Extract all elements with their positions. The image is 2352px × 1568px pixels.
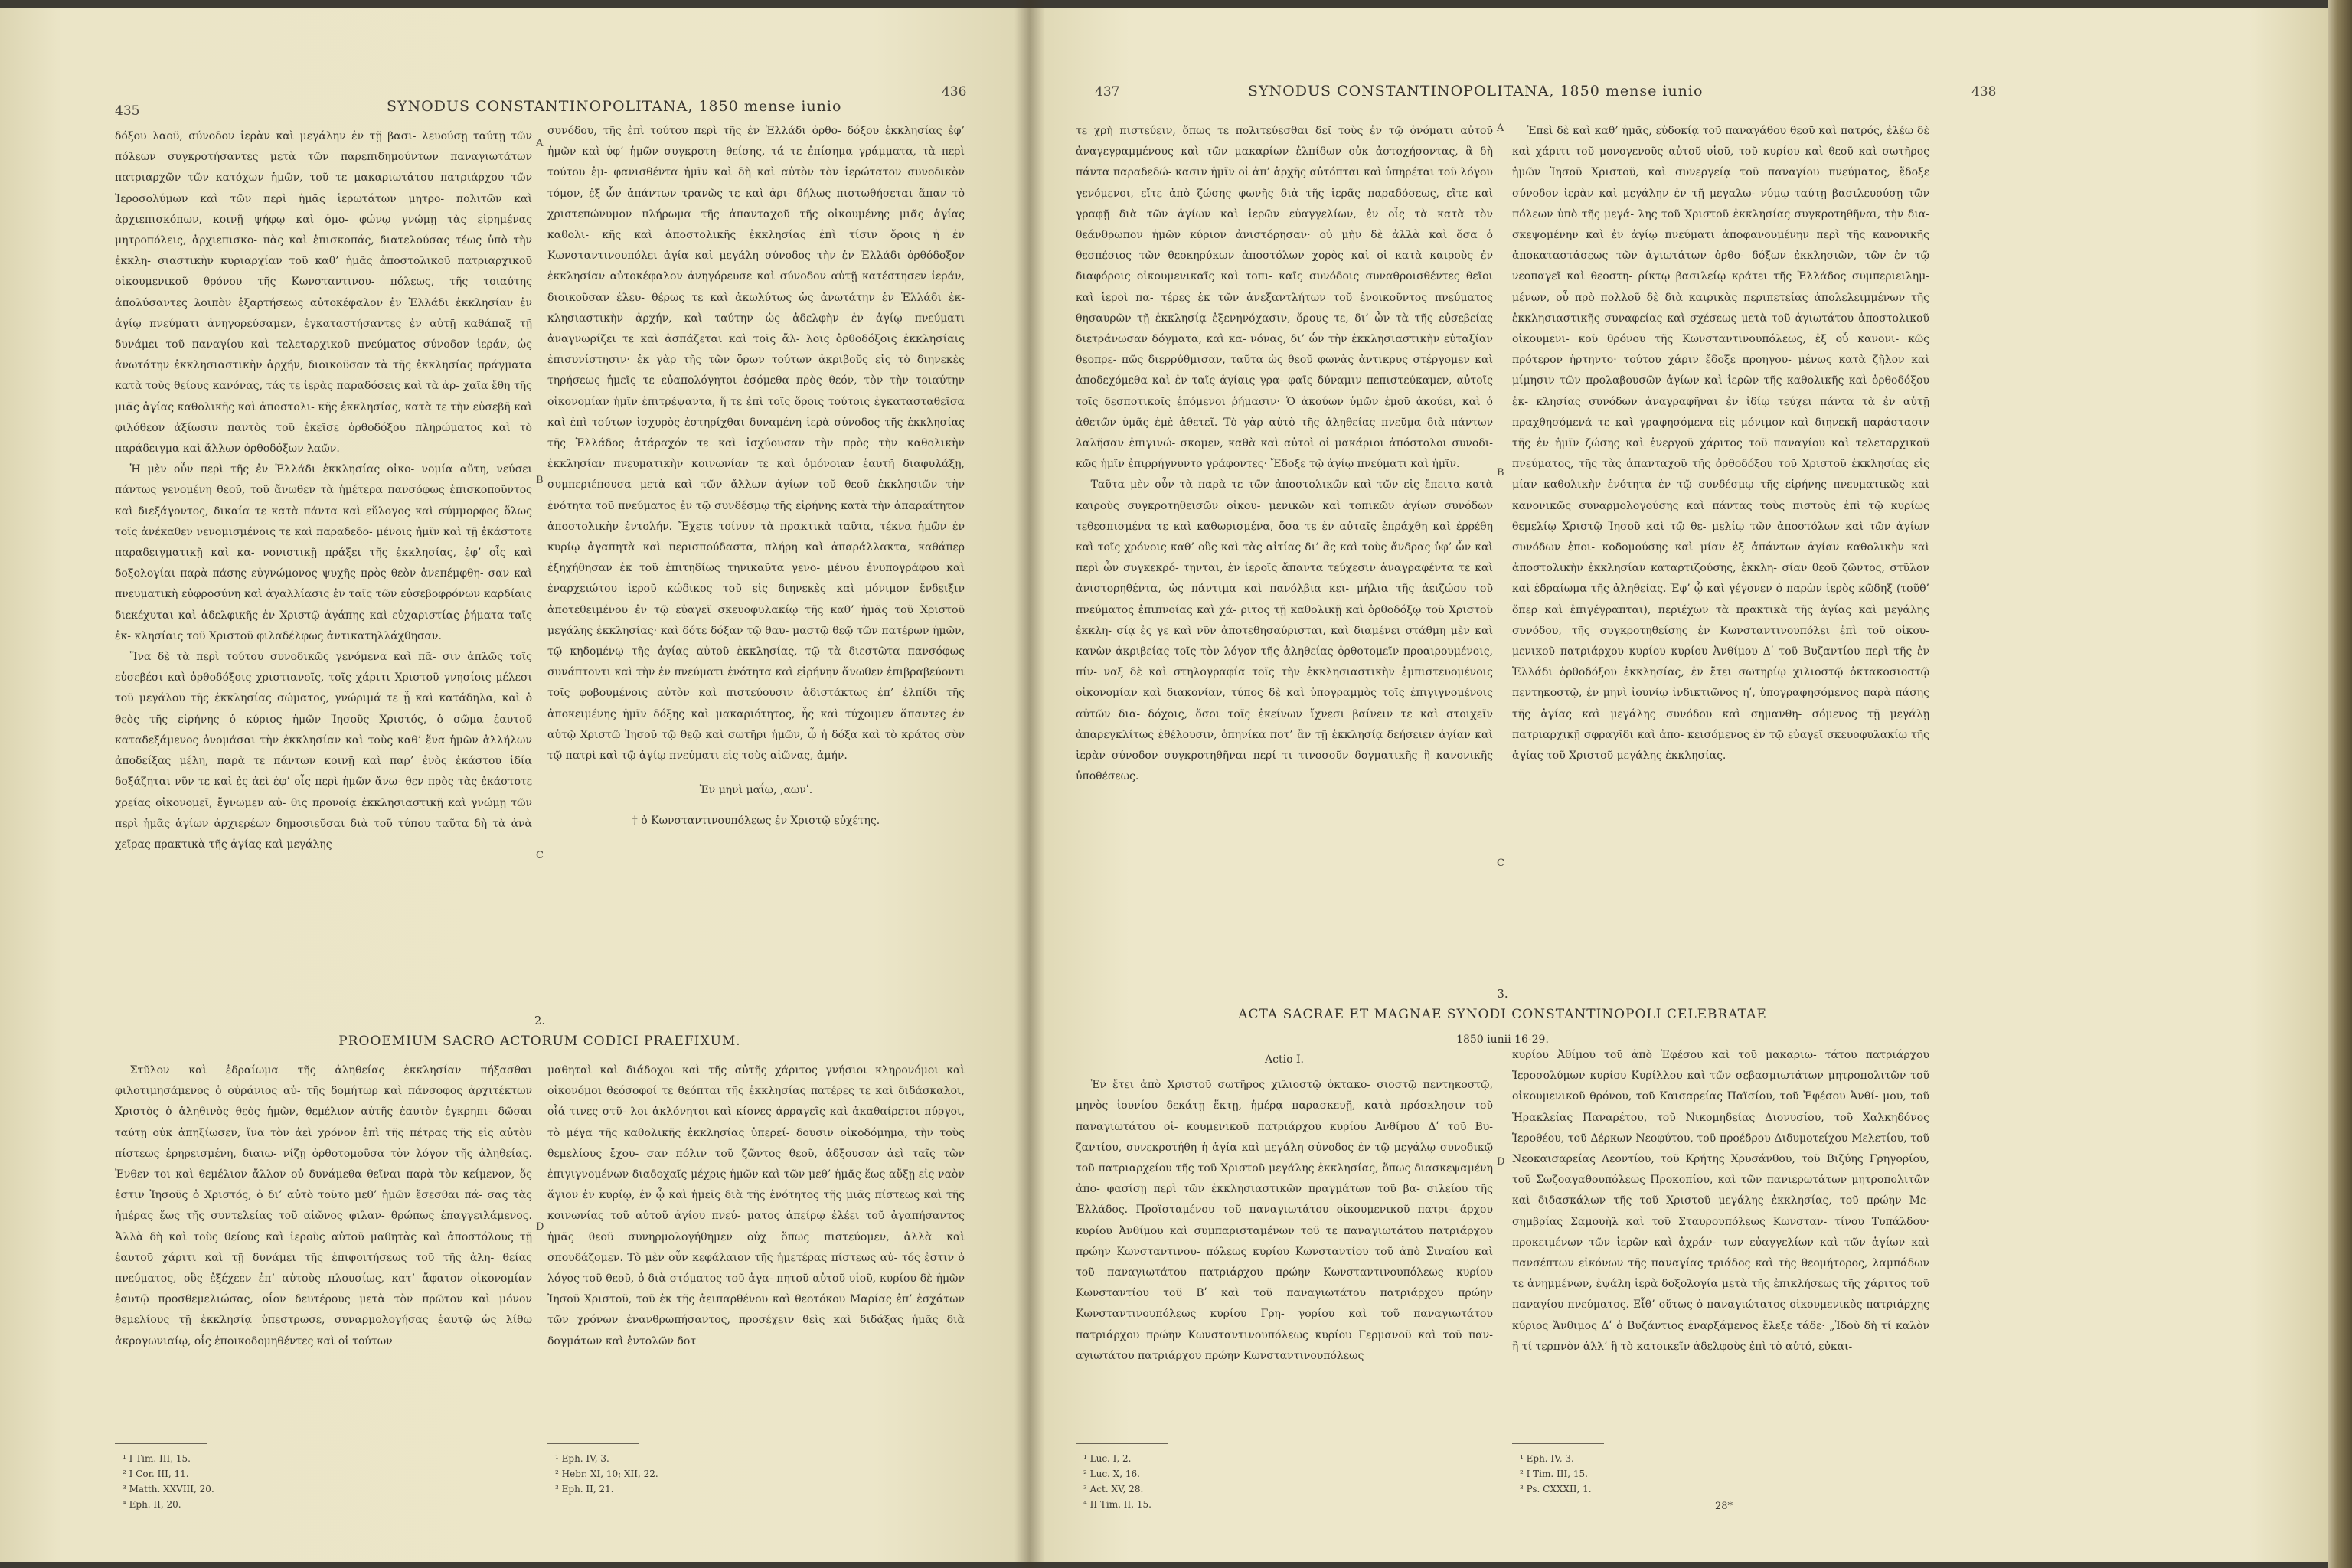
paragraph: Ἡ μὲν οὖν περὶ τῆς ἐν Ἑλλάδι ἐκκλησίας οἰκο- νομία αὕτη, νεύσει πάντως γενομένη θεοῦ, τοῦ ἄνωθεν τὰ ἡμέτερα πανσόφως ἐπισκοποῦντος καὶ διεξάγοντος, δικαία τε κατὰ πάντα καὶ εὔλογος καὶ σύμμορφος ὅλως τοῖς ἀνέκαθεν νενομισμένοις τε καὶ παραδεδο- μένοις ἡμῖν καὶ τῇ ἑκάστοτε παραδειγματικῇ καὶ κα- νονιστικῇ πράξει τῆς ἐκκλησίας, ἐφ’ οἷς καὶ δοξολογίαι παρὰ πάσης εὐγνώμονος ψυχῆς πρὸς θεὸν ἀνεπέμφθη- σαν καὶ πνευματικὴ εὐφροσύνη καὶ ἀγαλλίασις ἐν ταῖς τῶν εὐσεβοφρόνων καρδίαις διεκέχυται καὶ ἀδελφικῆς ἐν Χριστῷ ἀγάπης καὶ εὐχαριστίας ῥήματα ταῖς ἐκ- κλησίαις τοῦ Χριστοῦ φιλαδέλφως ἀντικατηλλάχθησαν. — [115, 463, 532, 642]
text-column — [115, 1060, 532, 1420]
margin-letter: C — [536, 850, 544, 861]
footnote: ⁴ Eph. II, 20. — [122, 1499, 181, 1510]
footnote: ² Luc. X, 16. — [1083, 1468, 1140, 1479]
footnote: ¹ Eph. IV, 3. — [555, 1453, 609, 1464]
signature: † ὁ Κωνσταντινουπόλεως ἐν Χριστῷ εὐχέτης. — [632, 814, 880, 827]
page-number: 438 — [1971, 84, 1997, 100]
actio-heading: Actio I. — [1265, 1054, 1304, 1066]
footnote-rule — [115, 1443, 207, 1444]
paragraph: Ἐπεὶ δὲ καὶ καθ’ ἡμᾶς, εὐδοκίᾳ τοῦ παναγάθου θεοῦ καὶ πατρός, ἐλέῳ δὲ καὶ χάριτι τοῦ μονογενοῦς αὐτοῦ υἱοῦ, τοῦ κυρίου καὶ θεοῦ καὶ σωτῆρος ἡμῶν Ἰησοῦ Χριστοῦ, καὶ συνεργείᾳ τοῦ παναγίου πνεύματος, ἔδοξε σύνοδον ἱερὰν καὶ μεγάλην ἐν τῇ μεγαλω- νύμῳ ταύτῃ βασιλευούσῃ τῶν πόλεων ὑπὸ τῆς μεγά- λης τοῦ Χριστοῦ ἐκκλησίας συγκροτηθῆναι, τὴν δια- σκεψομένην καὶ ἐν ἁγίῳ πνεύματι ἀποφανουμένην περὶ τῆς κανονικῆς ἀποκαταστάσεως τῶν ἁγιωτάτων ὀρθο- δόξων ἐκκλησιῶν, τῶν ἐν τῷ νεοπαγεῖ καὶ θεοστη- ρίκτῳ βασιλείῳ κράτει τῆς Ἑλλάδος συμπεριειλημ- μένων, οὗ πρὸ πολλοῦ δὲ διὰ καιρικὰς περιπετείας ἀπολελειμμένων τῆς ἐκκλησιαστικῆς συναφείας καὶ σχέσεως μετὰ τοῦ ἁγιωτάτου ἀποστολικοῦ οἰκουμενι- κοῦ θρόνου τῆς Κωνσταντινουπόλεως, ἐξ οὗ κανονι- κῶς πρότερον ἠρτηντο· τούτου χάριν ἔδοξε προηγου- μένως κατὰ ζῆλον καὶ μίμησιν τῶν προλαβουσῶν ἁγίων καὶ ἱερῶν τῆς καθολικῆς καὶ ὀρθοδόξου ἐκ- κλησίας συνόδων ἀναγραφῆναι ἐν ἰδίῳ τεύχει πάντα τὰ ἐν αὐτῇ πραχθησόμενά τε καὶ γραφησόμενα εἰς μόνιμον καὶ διηνεκῆ παράστασιν τῆς ἐν ἡμῖν ζώσης καὶ ἐνεργοῦ χάριτος τοῦ παναγίου καὶ τελεταρχικοῦ πνεύματος, τῆς τὰς ἁπανταχοῦ τῆς ὀρθοδόξου τοῦ Χριστοῦ ἐκκλησίας εἰς μίαν καθολικὴν ἑνότητα ἐν τῷ συνδέσμῳ τῆς εἰρήνης πνευματικῶς καὶ κανονικῶς συναρμολογούσης καὶ πάντας τοὺς πιστοὺς ἐπὶ τῷ κυρίως θεμελίῳ Χριστῷ Ἰησοῦ καὶ τῷ θε- μελίῳ τῶν ἀποστόλων καὶ τῶν ἁγίων συνόδων ἐποι- κοδομούσης καὶ μίαν ἐξ ἁπάντων ἁγίαν καθολικὴν καὶ ἀποστολικὴν ἐκκλησίαν καταρτιζούσης, ἐκκλη- σίαν θεοῦ ζῶντος, στῦλον καὶ ἑδραίωμα τῆς ἀληθείας. Ἐφ’ ᾧ καὶ γέγονεν ὁ παρὼν ἱερὸς κῶδηξ (τοῦθ’ ὅπερ καὶ ἐπιγέγραπται), περιέχων τὰ πρακτικὰ τῆς ἁγίας καὶ μεγάλης συνόδου, τῆς συγκροτηθείσης ἐν Κωνσταντινουπόλει ἐπὶ τοῦ οἰκου- μενικοῦ πατριάρχου κυρίου κυρίου Ἀνθίμου Δʹ τοῦ Βυζαντίου περὶ τῆς ἐν Ἑλλάδι ὀρθοδόξου ἐκκλησίας, ἐν ἔτει σωτηρίῳ χιλιοστῷ ὀκτακοσιοστῷ πεντηκοστῷ, ἐν μηνὶ ἰουνίῳ ἰνδικτιῶνος ηʹ, ὑπογραφησόμενος παρὰ πάσης τῆς ἁγίας καὶ μεγάλης συνόδου καὶ σημανθη- σόμενος τῇ μεγάλῃ πατριαρχικῇ σφραγῖδι καὶ ἀπο- κεισόμενος ἐν τῷ εὐαγεῖ σκευοφυλακίῳ τῆς ἁγίας τοῦ Χριστοῦ μεγάλης ἐκκλησίας. — [1512, 125, 1929, 763]
paragraph: συνόδου, τῆς ἐπὶ τούτου περὶ τῆς ἐν Ἑλλάδι ὀρθο- δόξου ἐκκλησίας ἐφ’ ἡμῶν καὶ ὑφ’ ἡμῶν συγκροτη- θείσης, τά τε ἐπίσημα γράμματα, τὰ περὶ τούτου ἐμ- φανισθέντα ἡμῖν καὶ δὴ καὶ αὐτὸν τὸν ἱερώτατον συνοδικὸν τόμον, ἐξ ὧν ἁπάντων τρανῶς τε καὶ ἀρι- δήλως πιστωθήσεται ἅπαν τὸ χριστεπώνυμον πλήρωμα τῆς ἁπανταχοῦ τῆς οἰκουμένης μιᾶς ἁγίας καθολι- κῆς καὶ ἀποστολικῆς ἐκκλησίας ἐπὶ τίσιν ὅροις ἡ ἐν Κωνσταντινουπόλει ἁγία καὶ μεγάλη σύνοδος τὴν ἐν Ἑλλάδι ὀρθόδοξον ἐκκλησίαν αὐτοκέφαλον ἀνηγόρευσε καὶ σύνοδον αὐτῇ κατέστησεν ἱεράν, διοικοῦσαν ἐλευ- θέρως τε καὶ ἀκωλύτως ὡς ἀνωτάτην ἐν Ἑλλάδι ἐκ- κλησιαστικὴν ἀρχήν, καὶ ταύτην ὡς ἀδελφὴν ἐν ἁγίῳ πνεύματι ἀναγνωρίζει τε καὶ ἀσπάζεται καὶ τοῖς ἄλ- λοις ὀρθοδόξοις ἐκκλησίαις ἐπισυνίστησιν· ἐκ γὰρ τῆς τῶν ὅρων τούτων ἀκριβοῦς εἰς τὸ διηνεκὲς τηρήσεως ἡμεῖς τε εὐαπολόγητοι ἐσόμεθα πρὸς θεόν, τὸν τὴν τοιαύτην οἰκονομίαν ἡμῖν ἐπιτρέψαντα, ἥ τε ἐπὶ τοῖς ὅροις τούτοις ἐγκατασταθεῖσα καὶ ἐπὶ τούτων ἰσχυρὸς ἑστηρίχθαι δυναμένη ἱερὰ σύνοδος τῆς ἐκκλησίας τῆς Ἑλλάδος ἀτάραχόν τε καὶ ἰσχύουσαν τὴν πρὸς τὴν καθολικὴν ἐκκλησίαν πνευματικὴν κοινωνίαν τε καὶ ὁμόνοιαν ἑαυτῇ διαφυλάξῃ, συμπεριέπουσα μετὰ καὶ τῶν ἄλλων ἁγίων τοῦ θεοῦ ἐκκλησιῶν τὴν ἑνότητα τοῦ πνεύματος ἐν τῷ συνδέσμῳ τῆς εἰρήνης κατὰ τὴν ἀπαραίτητον ἀποστολικὴν ἐντολήν. Ἔχετε τοίνυν τὰ πρακτικὰ ταῦτα, τέκνα ἡμῶν ἐν κυρίῳ ἀγαπητὰ καὶ περισπούδαστα, πλήρη καὶ ἀπαράλλακτα, καθάπερ ἐξηχήθησαν ἐκ τοῦ ἐπιτηδίως τηνικαῦτα γενο- μένου ἐνυπογράφου καὶ ἐναρχειώτου ἱεροῦ κώδικος τοῦ εἰς διηνεκὲς καὶ μόνιμον ἔνδειξιν ἀποτεθειμένου ἐν τῷ εὐαγεῖ σκευοφυλακίῳ τῆς καθ’ ἡμᾶς τοῦ Χριστοῦ μεγάλης ἐκκλησίας· καὶ δότε δόξαν τῷ θαυ- μαστῷ θεῷ τῶν πατέρων ἡμῶν, τῷ κηδομένῳ τῆς ἁγίας αὐτοῦ ἐκκλησίας, τῷ τὰ διεστῶτα πανσόφως συνάπτοντι καὶ τὴν ἐν πνεύματι ἑνότητα καὶ εἰρήνην ἄνωθεν ἐπιβραβεύοντι τοῖς φοβουμένοις αὐτὸν καὶ πιστεύουσιν ἀδιστάκτως ἐπ’ ἐλπίδι τῆς ἀποκειμένης ἡμῖν δόξης καὶ μακαριότητος, ἧς καὶ τύχοιμεν ἅπαντες ἐν αὐτῷ Χριστῷ Ἰησοῦ τῷ θεῷ καὶ σωτῆρι ἡμῶν, ᾧ ἡ δόξα καὶ τὸ κράτος σὺν τῷ πατρὶ καὶ τῷ ἁγίῳ πνεύματι εἰς τοὺς αἰῶνας, ἀμήν. — [547, 125, 965, 763]
paragraph: Ἐν ἔτει ἀπὸ Χριστοῦ σωτῆρος χιλιοστῷ ὀκτακο- σιοστῷ πεντηκοστῷ, μηνὸς ἰουνίου δεκάτῃ ἕκτῃ, ἡμέρᾳ παρασκευῇ, κατὰ πρόσκλησιν τοῦ παναγιωτάτου οἰ- κουμενικοῦ πατριάρχου κυρίου Ἀνθίμου Δʹ τοῦ Βυ- ζαντίου, συνεκροτήθη ἡ ἁγία καὶ μεγάλη σύνοδος ἐν τῷ μεγάλῳ συνοδικῷ τοῦ πατριαρχείου τῆς τοῦ Χριστοῦ μεγάλης ἐκκλησίας, ὅπως διασκεψαμένη ἀπο- φασίσῃ περὶ τῶν ἐκκλησιαστικῶν πραγμάτων τοῦ βα- σιλείου τῆς Ἑλλάδος. Προϊσταμένου τοῦ παναγιωτάτου οἰκουμενικοῦ πατρι- άρχου κυρίου Ἀνθίμου καὶ συμπαρισταμένων τοῦ τε παναγιωτάτου πατριάρχου πρώην Κωνσταντινου- πόλεως κυρίου Κωνσταντίου τοῦ ἀπὸ Σιναίου καὶ τοῦ παναγιωτάτου πατριάρχου πρώην Κωνσταντινουπόλεως κυρίου Κωνσταντίου τοῦ Βʹ καὶ τοῦ παναγιωτάτου πατριάρχου πρώην Κωνσταντινουπόλεως κυρίου Γρη- γορίου καὶ τοῦ παναγιωτάτου πατριάρχου πρώην Κωνσταντινουπόλεως κυρίου Γερμανοῦ καὶ τοῦ παν- αγιωτάτου πατριάρχου πρώην Κωνσταντινουπόλεως — [1076, 1079, 1493, 1362]
paragraph: Ταῦτα μὲν οὖν τὰ παρὰ τε τῶν ἀποστολικῶν καὶ τῶν εἰς ἔπειτα κατὰ καιροὺς συγκροτηθεισῶν οἰκου- μενικῶν καὶ τοπικῶν ἁγίων συνόδων τεθεσπισμένα τε καὶ καθωρισμένα, ὅσα τε ἐν αὐταῖς ἐπράχθη καὶ ἐρρέθη καὶ τοῖς χρόνοις καθ’ οὓς καὶ τὰς αἰτίας δι’ ἃς καὶ τοὺς ἄνδρας ὑφ’ ὧν καὶ περὶ ὧν συγκεκρό- τηνται, ἐν ἱεροῖς ἅπαντα τεύχεσιν ἀναγραφέντα τε καὶ ἀνιστορηθέντα, ὡς πάντιμα καὶ πανόλβια κει- μήλια τῆς ἀειζώου τοῦ πνεύματος ἐπιπνοίας καὶ χά- ριτος τῇ καθολικῇ καὶ ὀρθοδόξῳ τοῦ Χριστοῦ ἐκκλη- σίᾳ ἐς γε καὶ νῦν ἀποτεθησαύρισται, καὶ διαμένει στάθμη μὲν καὶ κανὼν ἀκριβείας τοῖς τὸν λόγον τῆς ἀληθείας ὀρθοτομεῖν προαιρουμένοις, πίν- ναξ δὲ καὶ στηλογραφία τοῖς τὴν ἐκκλησιαστικὴν ἐμπιστευομένοις οἰκονομίαν καὶ διακονίαν, τύπος δὲ καὶ ὑπογραμμὸς τοῖς ἐπιγιγνομένοις αὐτῶν δια- δόχοις, ὅσοι τοῖς ἐκείνων ἴχνεσι βαίνειν τε καὶ στοιχεῖν ἀπαρεγκλίτως ἐθέλουσιν, ὁπηνίκα ποτ’ ἂν τῇ ἐκκλησίᾳ δεήσειεν ἁγίαν καὶ ἱερὰν σύνοδον συγκροτηθῆναι περί τι τινοσοῦν δογματικῆς ἢ κανονικῆς ὑποθέσεως. — [1076, 479, 1493, 783]
text-column — [547, 1060, 965, 1420]
footnotes — [1520, 1451, 1592, 1497]
footnote-rule — [547, 1443, 639, 1444]
footnote: ¹ Luc. I, 2. — [1083, 1453, 1132, 1464]
paragraph: τε χρὴ πιστεύειν, ὅπως τε πολιτεύεσθαι δεῖ τοὺς ἐν τῷ ὀνόματι αὐτοῦ ἀναγεγραμμένους καὶ τῶν μακαρίων ἐλπίδων οὐκ ἀστοχήσοντας, ἃ δὴ πάντα παραδεδώ- κασιν ἡμῖν οἱ ἀπ’ ἀρχῆς αὐτόπται καὶ ὑπηρέται τοῦ λόγου γενόμενοι, εἴτε ἀπὸ ζώσης φωνῆς διὰ τῆς ἱερᾶς παραδόσεως, εἴτε καὶ γραφῇ διὰ τῶν ἁγίων καὶ ἱερῶν εὐαγγελίων, ἐν οἷς τὰ κατὰ τὸν θεάνθρωπον ἡμῶν κύριον ἀνιστόρησαν· οὐ μὴν δὲ ἀλλὰ καὶ ὅσα ὁ θεσπέσιος τῶν θεοκηρύκων ἀποστόλων χορὸς καὶ οἱ κατὰ καιροὺς ἐν διαφόροις οἰκουμενικαῖς καὶ τοπι- καῖς συνόδοις συναθροισθέντες θεῖοι καὶ ἱεροὶ πα- τέρες ἐκ τῶν ἀνεξαντλήτων τοῦ ἐνοικοῦντος πνεύματος θησαυρῶν τῇ ἐκκλησίᾳ ἐξενηνόχασιν, ὅρους τε, δι’ ὧν τὰ τῆς εὐσεβείας διετράνωσαν δόγματα, καὶ κα- νόνας, δι’ ὧν τὴν ἐκκλησιαστικὴν εὐταξίαν θεοπρε- πῶς διερρύθμισαν, ταῦτα ὡς θεοῦ φωνὰς ἀντικρυς στέργομεν καὶ ἀποδεχόμεθα καὶ ἐν ταῖς ἁγίαις γρα- φαῖς δύναμιν πεπιστεύκαμεν, αὐτοῖς τοῖς δεσποτικοῖς ἑπόμενοι ῥήμασιν· Ὁ ἀκούων ὑμῶν ἐμοῦ ἀκούει, καὶ ὁ ἀθετῶν ὑμᾶς ἐμὲ ἀθετεῖ. Τὸ γὰρ αὐτὸ τῆς ἀληθείας πνεῦμα διὰ πάντων λαλῆσαν ἐπιγινώ- σκομεν, καθὰ καὶ αὐτοὶ οἱ μακάριοι ἀπόστολοι συνοδι- κῶς ἡμῖν ἐπιρρήγνυντο γράφοντες· Ἔδοξε τῷ ἁγίῳ πνεύματι καὶ ἡμῖν. — [1076, 125, 1493, 471]
footnote-rule — [1512, 1443, 1604, 1444]
text-column — [1076, 121, 1493, 971]
text-column — [547, 121, 965, 971]
left-page — [0, 8, 1026, 1562]
text-column — [115, 126, 532, 991]
footnote: ⁴ II Tim. II, 15. — [1083, 1499, 1152, 1510]
paragraph: κυρίου Ἀθίμου τοῦ ἀπὸ Ἐφέσου καὶ τοῦ μακαριω- τάτου πατριάρχου Ἱεροσολύμων κυρίου Κυρίλλου καὶ τῶν σεβασμιωτάτων μητροπολιτῶν τοῦ οἰκουμενικοῦ θρόνου, τοῦ Καισαρείας Παϊσίου, τοῦ Ἐφέσου Ἀνθί- μου, τοῦ Ἡρακλείας Παναρέτου, τοῦ Νικομηδείας Διονυσίου, τοῦ Χαλκηδόνος Ἱεροθέου, τοῦ Δέρκων Νεοφύτου, τοῦ προέδρου Διδυμοτείχου Μελετίου, τοῦ Νεοκαισαρείας Λεοντίου, τοῦ Κρήτης Χρυσάνθου, τοῦ Βιζύης Γρηγορίου, τοῦ Σωζοαγαθουπόλεως Προκοπίου, καὶ τῶν πανιερωτάτων μητροπολιτῶν καὶ διδασκάλων τῆς τοῦ Χριστοῦ μεγάλης ἐκκλησίας, τοῦ πρώην Με- σημβρίας Σαμουὴλ καὶ τοῦ Σταυρουπόλεως Κωνσταν- τίνου Τυπάλδου· προκειμένων τῶν ἱερῶν καὶ ἀχράν- των εὐαγγελίων καὶ τῶν ἁγίων καὶ πανσέπτων εἰκόνων τῆς παναγίας τριάδος καὶ τῆς θεομήτορος, λαμπάδων τε ἀνημμένων, ἐψάλη ἱερὰ δοξολογία μετὰ τῆς ἐπικλήσεως τῆς χάριτος τοῦ παναγίου πνεύματος. Εἶθ’ οὕτως ὁ παναγιώτατος οἰκουμενικὸς πατριάρχης κύριος Ἄνθιμος Δʹ ὁ Βυζάντιος ἐναρξάμενος ἔλεξε τάδε· „Ἰδοὺ δὴ τί καλὸν ἢ τί τερπνὸν ἀλλ’ ἢ τὸ κατοικεῖν ἀδελφοὺς ἐπὶ τὸ αὐτό, εὐκαι- — [1512, 1049, 1929, 1353]
margin-letter: B — [1497, 467, 1504, 479]
running-head: SYNODUS CONSTANTINOPOLITANA, 1850 mense iunio — [387, 98, 842, 115]
paragraph: Ἵνα δὲ τὰ περὶ τούτου συνοδικῶς γενόμενα καὶ πᾶ- σιν ἁπλῶς τοῖς εὐσεβέσι καὶ ὀρθοδόξοις χριστιανοῖς, τοῖς χάριτι Χριστοῦ γνησίοις μέλεσι τοῦ μεγάλου τῆς ἐκκλησίας σώματος, γνώριμά τε ᾖ καὶ κατάδηλα, καὶ ὁ θεὸς τῆς εἰρήνης ὁ κύριος ἡμῶν Ἰησοῦς Χριστός, ὁ σῶμα ἑαυτοῦ καταδεξάμενος ὀνομάσαι τὴν ἐκκλησίαν καὶ τοὺς καθ’ ἕνα ἡμῶν ἀλλήλων ἀποδείξας μέλη, παρὰ τε πάντων κοινῇ καὶ παρ’ ἑνὸς ἑκάστου ἰδίᾳ δοξάζηται νῦν τε καὶ ἐς ἀεὶ ἐφ’ οἷς περὶ ἡμῶν ἄνω- θεν πρὸς τὰς ἑκάστοτε χρείας οἰκονομεῖ, ἔγνωμεν αὐ- θις προνοίᾳ ἐκκλησιαστικῇ καὶ γνώμῃ τῶν περὶ ἡμᾶς ἁγίων ἀρχιερέων δημοσιεῦσαι διὰ τοῦ τύπου ταῦτα δὴ τὰ ἀνὰ χεῖρας πρακτικὰ τῆς ἁγίας καὶ μεγάλης — [115, 651, 532, 851]
paragraph: δόξου λαοῦ, σύνοδον ἱερὰν καὶ μεγάλην ἐν τῇ βασι- λευούσῃ ταύτῃ τῶν πόλεων συγκροτήσαντες μετὰ τῶν παρεπιδημούντων παναγιωτάτων πατριαρχῶν τῶν κατόχων ἡμῶν, τοῦ τε μακαριωτάτου πατριάρχου τῶν Ἱεροσολύμων καὶ τῶν περὶ ἡμᾶς ἱερωτάτων μητρο- πολιτῶν καὶ ἀρχιεπισκόπων, κοινῇ ψήφῳ καὶ ὁμο- φώνῳ γνώμῃ τὰς εἰρημένας μητροπόλεις, ἀρχιεπισκο- πὰς καὶ ἐπισκοπάς, διατελούσας τέως ὑπὸ τὴν ἐκκλη- σιαστικὴν κυριαρχίαν τοῦ καθ’ ἡμᾶς ἀποστολικοῦ πατριαρχικοῦ οἰκουμενικοῦ θρόνου τῆς Κωνσταντινου- πόλεως, τῆς τοιαύτης ἀπολύσαντες λοιπὸν ἐξαρτήσεως αὐτοκέφαλον ἐν Ἑλλάδι ἐκκλησίαν ἐν ἁγίῳ πνεύματι ἀνηγορεύσαμεν, ἐγκαταστήσαντες ἐν αὐτῇ καθάπαξ τῇ δυνάμει τοῦ παναγίου καὶ τελεταρχικοῦ πνεύματος σύνοδον ἱεράν, ὡς ἀνωτάτην ἐκκλησιαστικὴν ἀρχήν, διοικοῦσαν τὰ τῆς ἐκκλησίας πράγματα κατὰ τοὺς θείους κανόνας, τάς τε ἱερὰς παραδόσεις καὶ τὰ ἀρ- χαῖα ἔθη τῆς μιᾶς ἁγίας καθολικῆς καὶ ἀποστολι- κῆς ἐκκλησίας, κατὰ τε τὴν εὐσεβῆ καὶ φιλόθεον ἀξίωσιν παντὸς τοῦ ἐκεῖσε ὀρθοδόξου πληρώματος καὶ τὸ παράδειγμα καὶ ἄλλων ὀρθοδόξων λαῶν. — [115, 130, 532, 456]
footnote: ² Hebr. XI, 10; XII, 22. — [555, 1468, 658, 1479]
margin-letter: D — [1497, 1156, 1505, 1168]
book-edge — [2328, 0, 2352, 1568]
section-date: 1850 iunii 16-29. — [1456, 1034, 1549, 1047]
footnote: ² I Cor. III, 11. — [122, 1468, 189, 1479]
margin-letter: A — [536, 138, 544, 149]
margin-letter: C — [1497, 858, 1504, 869]
paragraph: Στῦλον καὶ ἑδραίωμα τῆς ἀληθείας ἐκκλησίαν πήξασθαι φιλοτιμησάμενος ὁ οὐράνιος αὐ- τῆς δομήτωρ καὶ πάνσοφος ἀρχιτέκτων Χριστὸς ὁ ἀληθινὸς θεὸς ἡμῶν, θεμέλιον αὐτῆς ἑαυτὸν ἐγκρηπι- δῶσαι ταύτῃ οὐκ ἀπηξίωσεν, ἵνα τὸν ἀεὶ χρόνον ἐπὶ τῆς πέτρας τῆς εἰς αὐτὸν πίστεως ἐρηρεισμένη, διαιω- νίζῃ ὀρθοτομοῦσα τὸν λόγον τῆς ἀληθείας. Ἐνθεν τοι καὶ θεμέλιον ἄλλον οὐ δυνάμεθα θεῖναι παρὰ τὸν κείμενον, ὅς ἐστιν Ἰησοῦς ὁ Χριστός, ὁ δι’ αὐτὸ τοῦτο μεθ’ ἡμῶν ἔσεσθαι πά- σας τὰς ἡμέρας ἕως τῆς συντελείας τοῦ αἰῶνος φιλαν- θρώπως ἐπαγγειλάμενος. Ἀλλὰ δὴ καὶ τοὺς θείους καὶ ἱεροὺς αὐτοῦ μαθητὰς καὶ ἀποστόλους τῇ ἑαυτοῦ χάριτι καὶ τῇ δυνάμει τῆς ἐπιφοιτήσεως τοῦ τῆς ἀλη- θείας πνεύματος, οὓς ἐξέχεεν ἐπ’ αὐτοὺς πλουσίως, κατ’ ἄφατον οἰκονομίαν ἑαυτῷ προσθεμελιώσας, οἷον δευτέρους μετὰ τὸν πρῶτον καὶ μόνον θεμελίους τῇ ἐκκλησίᾳ ὑπεστρωσε, συναρμολογήσας ἑαυτῷ ὡς λίθῳ ἀκρογωνιαίῳ, οἷς ἐποικοδομηθέντες καὶ οἱ τούτων — [115, 1064, 532, 1348]
footnote: ³ Ps. CXXXII, 1. — [1520, 1484, 1592, 1494]
footnote: ² I Tim. III, 15. — [1520, 1468, 1588, 1479]
page-number: 436 — [942, 84, 967, 100]
footnote: ³ Act. XV, 28. — [1083, 1484, 1144, 1494]
running-head: SYNODUS CONSTANTINOPOLITANA, 1850 mense iunio — [1248, 83, 1704, 100]
margin-letter: B — [536, 475, 544, 486]
date-line: Ἐν μηνὶ μαΐῳ, ‚αωνʹ. — [699, 784, 813, 797]
text-column — [1076, 1045, 1493, 1420]
margin-letter: D — [536, 1221, 544, 1233]
footnote-rule — [1076, 1443, 1168, 1444]
right-page — [1026, 8, 2328, 1562]
page-number: 435 — [115, 103, 140, 119]
section-number: 2. — [534, 1014, 546, 1027]
footnote: ³ Matth. XXVIII, 20. — [122, 1484, 214, 1494]
paragraph: μαθηταὶ καὶ διάδοχοι καὶ τῆς αὐτῆς χάριτος γνήσιοι κληρονόμοι καὶ οἰκονόμοι θεόσοφοί τε θεόπται τῆς ἐκκλησίας πατέρες τε καὶ διδάσκαλοι, οἷά τινες στῦ- λοι ἀκλόνητοι καὶ κίονες ἀρραγεῖς καὶ ἀκαθαίρετοι πύργοι, τὸ μέγα τῆς καθολικῆς ἐκκλησίας ὑπερεί- δουσιν οἰκοδόμημα, τὴν τοὺς θεμελίους ἔχου- σαν πόλιν τοῦ ζῶντος θεοῦ, ἀδξουσαν ἀεὶ ταῖς τῶν ἐπιγιγνομένων διαδοχαῖς μέχρις ἡμῶν καὶ τῶν μεθ’ ἡμᾶς ἕως αὔξῃ εἰς ναὸν ἅγιον ἐν κυρίῳ, ἐν ᾧ καὶ ἡμεῖς διὰ τῆς ἑνότητος τῆς μιᾶς πίστεως καὶ τῆς κοινωνίας τοῦ αὐτοῦ ἁγίου πνεύ- ματος ἀπείρῳ ἐλέει τοῦ ἀγαπήσαντος ἡμᾶς θεοῦ συνηρμολογήθημεν οὐχ ὅπως πιστεύομεν, ἀλλὰ καὶ σπουδάζομεν. Τὸ μὲν οὖν κεφάλαιον τῆς ἡμετέρας πίστεως αὐ- τός ἐστιν ὁ λόγος τοῦ θεοῦ, ὁ διὰ στόματος τοῦ ἀγα- πητοῦ αὐτοῦ υἱοῦ, κυρίου δὲ ἡμῶν Ἰησοῦ Χριστοῦ, τοῦ ἐκ τῆς ἀειπαρθένου καὶ θεοτόκου Μαρίας ἐπ’ ἐσχάτων τῶν χρόνων ἐνανθρωπήσαντος, προσέχειν θεὶς καὶ διδάξας ἡμᾶς διὰ δογμάτων καὶ ἐντολῶν δοτ — [547, 1064, 965, 1348]
footnotes — [555, 1451, 658, 1497]
text-column — [1512, 1045, 1929, 1420]
page-number: 437 — [1095, 84, 1120, 100]
footnote: ¹ I Tim. III, 15. — [122, 1453, 191, 1464]
text-column — [1512, 121, 1929, 971]
margin-letter: A — [1497, 122, 1504, 134]
section-title: ACTA SACRAE ET MAGNAE SYNODI CONSTANTINOPOLI CELEBRATAE — [1238, 1007, 1767, 1023]
footnotes — [122, 1451, 214, 1512]
footnotes — [1083, 1451, 1152, 1512]
section-title: PROOEMIUM SACRO ACTORUM CODICI PRAEFIXUM. — [338, 1034, 741, 1050]
section-number: 3. — [1497, 987, 1508, 1001]
footnote: ¹ Eph. IV, 3. — [1520, 1453, 1574, 1464]
section-heading — [115, 1003, 965, 1057]
signature-mark: 28* — [1715, 1501, 1733, 1512]
footnote: ³ Eph. II, 21. — [555, 1484, 614, 1494]
